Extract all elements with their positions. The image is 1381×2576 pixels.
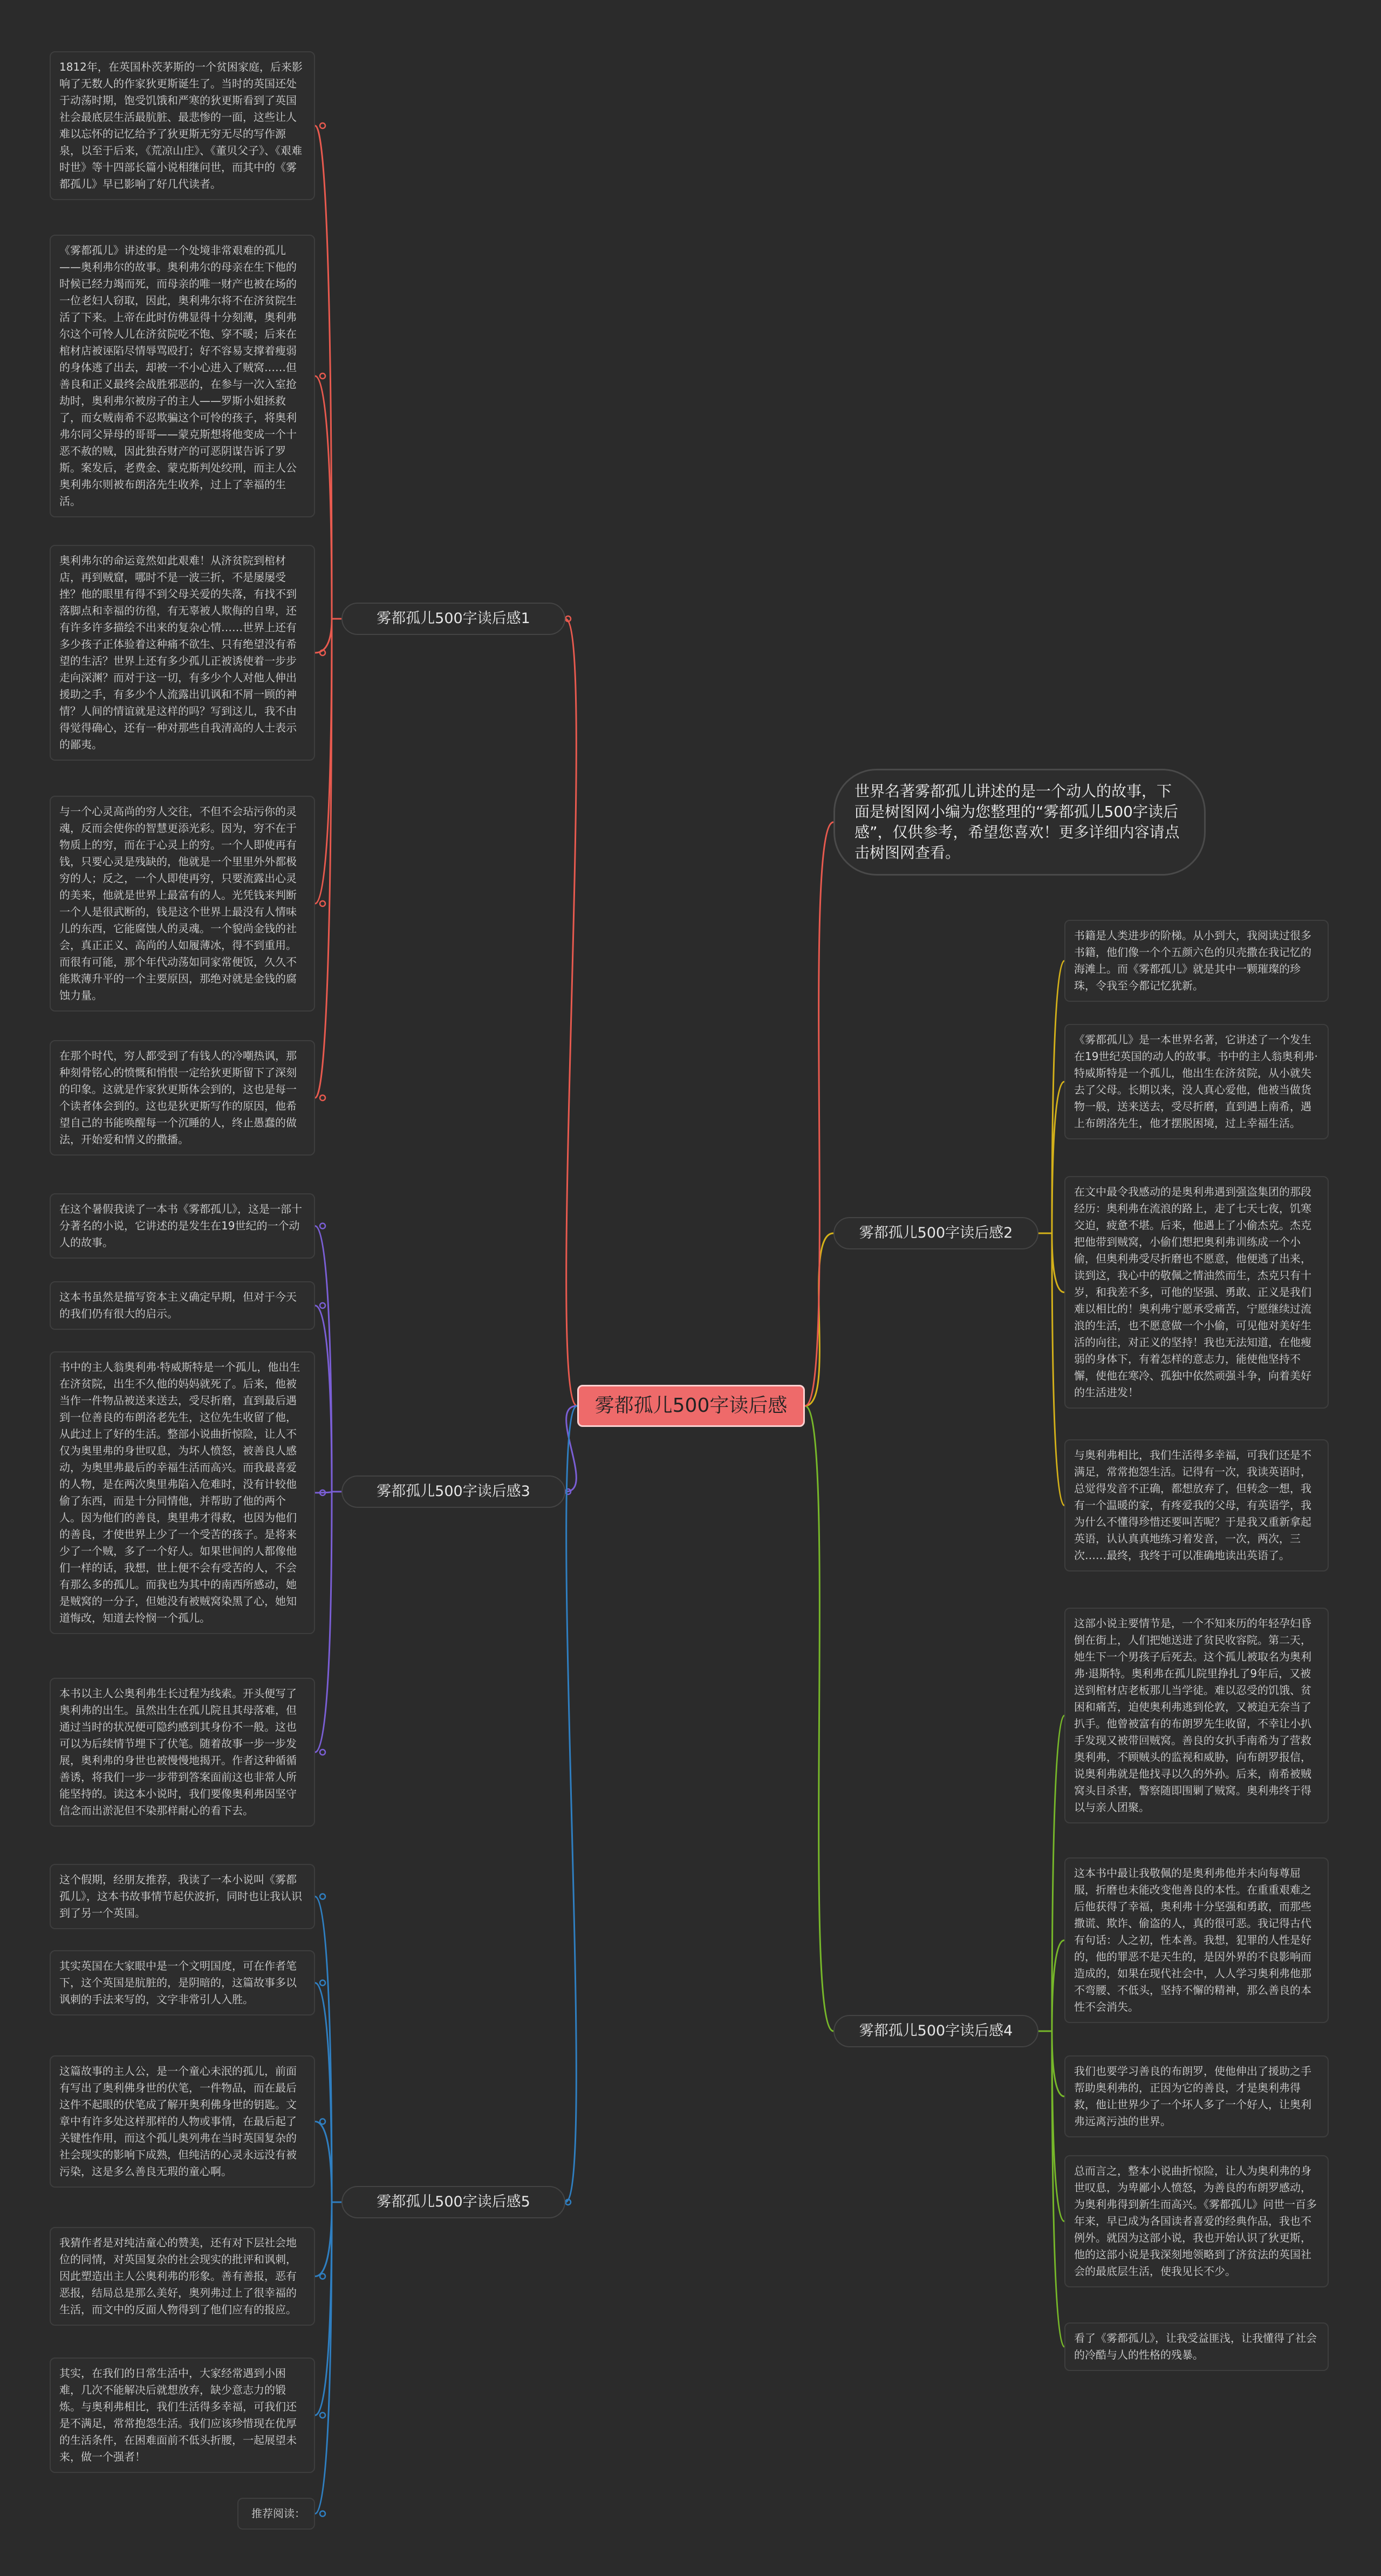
b2-leaf-connector-2 <box>1052 1082 1064 1233</box>
b5-leaf-dot-4 <box>320 2274 325 2279</box>
branch-5[interactable]: 雾都孤儿500字读后感5 <box>341 2186 565 2218</box>
b4-leaf-connector-2 <box>1052 1940 1064 2032</box>
b3-leaf-3: 书中的主人翁奥利弗·特威斯特是一个孤儿，他出生在济贫院，出生不久他的妈妈就死了。后来，他被当作一件物品被送来送去，受尽折磨，直到最后遇到一位善良的布朗洛老先生，这位先生收留了他，从此过上了好的生活。整部小说曲折惊险，让人不仅为奥里弗的身世叹息，为坏人愤怒，被善良人感动，为奥里弗最后的幸福生活而高兴。而我最喜爱的人物，是在两次奥里弗陷入危难时，没有计较他偷了东西，而是十分同情他，并帮助了他的两个人。因为他们的善良，奥里弗才得救，也因为他们的善良，才使世界上少了一个受苦的孩子。是将来少了一个贼，多了一个好人。如果世间的人都像他们一样的话，我想，世上便不会有受苦的人，不会有那么多的孤儿。而我也为其中的南西所感动，她是贼窝的一分子，但她没有被贼窝染黑了心，她知道悔改，知道去怜悯一个孤儿。 <box>50 1351 315 1634</box>
b5-leaf-4: 我猜作者是对纯洁童心的赞美，还有对下层社会地位的同情，对英国复杂的社会现实的批评和讽刺，因此塑造出主人公奥利弗的形象。善有善报，恶有恶报，结局总是那么美好，奥列弗过上了很幸福的生活，而文中的反面人物得到了他们应有的报应。 <box>50 2227 315 2326</box>
b1-leaf-1: 1812年，在英国朴茨茅斯的一个贫困家庭，后来影响了无数人的作家狄更斯诞生了。当时的英国还处于动荡时期，饱受饥饿和严寒的狄更斯看到了英国社会最底层生活最肮脏、最悲惨的一面，这些让人难以忘怀的记忆给予了狄更斯无穷无尽的写作源泉，以至于后来，《荒凉山庄》、《董贝父子》、《艰难时世》等十四部长篇小说相继问世，而其中的《雾都孤儿》早已影响了好几代读者。 <box>50 51 315 200</box>
b4-leaf-connector-5 <box>1052 2031 1064 2347</box>
b1-leaf-dot-2 <box>320 373 325 379</box>
b4-leaf-3: 我们也要学习善良的布朗罗，使他伸出了援助之手帮助奥利弗的，正因为它的善良，才是奥利弗得救，他让世界少了一个坏人多了一个好人，让奥利弗远离污浊的世界。 <box>1064 2055 1329 2137</box>
b2-leaf-1: 书籍是人类进步的阶梯。从小到大，我阅读过很多书籍，他们像一个个五颜六色的贝壳撒在我记忆的海滩上。而《雾都孤儿》就是其中一颗璀璨的珍珠，令我至今都记忆犹新。 <box>1064 920 1329 1002</box>
b2-leaf-4: 与奥利弗相比，我们生活得多幸福，可我们还是不满足，常常抱怨生活。记得有一次，我读英语时，总觉得发音不正确，都想放弃了，但转念一想，我有一个温暖的家，有疼爱我的父母，有英语学，我为什么不懂得珍惜还要叫苦呢？于是我又重新拿起英语，认认真真地练习着发音，一次，两次，三次……最终，我终于可以准确地读出英语了。 <box>1064 1439 1329 1571</box>
branch-3[interactable]: 雾都孤儿500字读后感3 <box>341 1475 565 1508</box>
b5-leaf-connector-4 <box>315 2202 332 2277</box>
b5-leaf-1: 这个假期，经朋友推荐，我读了一本小说叫《雾都孤儿》，这本书故事情节起伏波折，同时也让我认识到了另一个英国。 <box>50 1864 315 1929</box>
b4-leaf-1: 这部小说主要情节是，一个不知来历的年轻孕妇昏倒在街上，人们把她送进了贫民收容院。第二天，她生下一个男孩子后死去。这个孤儿被取名为奥利弗·退斯特。奥利弗在孤儿院里挣扎了9年后，又被送到棺材店老板那儿当学徒。难以忍受的饥饿、贫困和痛苦，迫使奥利弗逃到伦敦，又被迫无奈当了扒手。他曾被富有的布朗罗先生收留，不幸让小扒手发现又被带回贼窝。善良的女扒手南希为了营救奥利弗，不顾贼头的监视和威胁，向布朗罗报信，说奥利弗就是他找寻以久的外孙。后来，南希被贼窝头目杀害，警察随即围剿了贼窝。奥利弗终于得以与亲人团聚。 <box>1064 1608 1329 1823</box>
b2-leaf-3: 在文中最令我感动的是奥利弗遇到强盗集团的那段经历：奥利弗在流浪的路上，走了七天七夜，饥寒交迫，疲惫不堪。后来，他遇上了小偷杰克。杰克把他带到贼窝，小偷们想把奥利弗训练成一个小偷，但奥利弗受尽折磨也不愿意，他便逃了出来，读到这，我心中的敬佩之情油然而生，杰克只有十岁，和我差不多，可他的坚强、勇敢、正义是我们难以相比的！奥利弗宁愿承受痛苦，宁愿继续过流浪的生活，也不愿意做一个小偷，可见他对美好生活的向往，对正义的坚持！我也无法知道，在他瘦弱的身体下，有着怎样的意志力，能使他坚持不懈，使他在寒冷、孤独中依然顽强斗争，向着美好的生活进发！ <box>1064 1176 1329 1409</box>
b4-leaf-4: 总而言之，整本小说曲折惊险，让人为奥利弗的身世叹息，为卑鄙小人愤怒，为善良的布朗罗感动，为奥利弗得到新生而高兴。《雾都孤儿》问世一百多年来，早已成为各国读者喜爱的经典作品，我也不例外。就因为这部小说，我也开始认识了狄更斯，他的这部小说是我深刻地领略到了济贫法的英国社会的最底层生活，使我见长不少。 <box>1064 2155 1329 2287</box>
b5-leaf-2: 其实英国在大家眼中是一个文明国度，可在作者笔下，这个英国是肮脏的，是阴暗的，这篇故事多以讽刺的手法来写的，文字非常引人入胜。 <box>50 1950 315 2015</box>
intro-bubble: 世界名著雾都孤儿讲述的是一个动人的故事，下面是树图网小编为您整理的“雾都孤儿500字读后感”，仅供参考，希望您喜欢！更多详细内容请点击树图网查看。 <box>833 769 1206 876</box>
b2-leaf-2: 《雾都孤儿》是一本世界名著，它讲述了一个发生在19世纪英国的动人的故事。书中的主人翁奥利弗·特威斯特是一个孤儿，他出生在济贫院，从小就失去了父母。长期以来，没人真心爱他，他被当做货物一般，送来送去，受尽折磨，直到遇上南希，遇上布朗洛先生，他才摆脱困境，过上幸福生活。 <box>1064 1024 1329 1139</box>
b5-leaf-dot-2 <box>320 1980 325 1986</box>
b1-leaf-dot-5 <box>320 1095 325 1101</box>
branch-4[interactable]: 雾都孤儿500字读后感4 <box>833 2015 1038 2047</box>
b5-leaf-3: 这篇故事的主人公，是一个童心未泯的孤儿，前面有写出了奥利佛身世的伏笔，一件物品，而在最后这件不起眼的伏笔成了解开奥利佛身世的钥匙。文章中有许多处这样那样的人物或事情，在最后起了关键性作用，而这个孤儿奥列弗在当时英国复杂的社会现实的影响下成熟，但纯洁的心灵永远没有被污染，这是多么善良无瑕的童心啊。 <box>50 2055 315 2188</box>
b1-leaf-3: 奥利弗尔的命运竟然如此艰难！从济贫院到棺材店，再到贼窟，哪时不是一波三折，不是屡屡受挫？他的眼里有得不到父母关爱的失落，有找不到落脚点和幸福的彷徨，有无辜被人欺侮的自卑，还有许多许多描绘不出来的复杂心情……世界上还有多少孩子正体验着这种痛不欲生、只有绝望没有希望的生活？世界上还有多少孤儿正被诱使着一步步走向深渊？而对于这一切，有多少个人对他人伸出援助之手，有多少个人流露出讥讽和不屑一顾的神情？人间的情谊就是这样的吗？写到这儿，我不由得觉得确心，还有一种对那些自我清高的人士表示的鄙夷。 <box>50 545 315 761</box>
root-connector-b5 <box>565 1406 577 2202</box>
b5-leaf-dot-5 <box>320 2413 325 2418</box>
b1-leaf-connector-2 <box>315 376 332 619</box>
root-connector-b1 <box>565 619 577 1406</box>
root-topic[interactable]: 雾都孤儿500字读后感 <box>577 1385 805 1427</box>
b1-leaf-dot-1 <box>320 123 325 128</box>
b4-leaf-5: 看了《雾都孤儿》，让我受益匪浅，让我懂得了社会的冷酷与人的性格的残暴。 <box>1064 2322 1329 2371</box>
b5-leaf-connector-3 <box>315 2122 332 2203</box>
b3-leaf-4: 本书以主人公奥利弗生长过程为线索。开头便写了奥利弗的出生。虽然出生在孤儿院且其母落难，但通过当时的状况便可隐约感到其身份不一般。这也可以为后续情节埋下了伏笔。随着故事一步一步发展，奥利弗的身世也被慢慢地揭开。作者这种循循善诱，将我们一步一步带到答案面前这也非常人所能坚持的。读这本小说时，我们要像奥利弗因坚守信念而出淤泥但不染那样耐心的看下去。 <box>50 1678 315 1827</box>
b1-leaf-connector-5 <box>315 619 332 1098</box>
b3-leaf-dot-2 <box>320 1303 325 1308</box>
branch-2[interactable]: 雾都孤儿500字读后感2 <box>833 1217 1038 1249</box>
b2-leaf-connector-3 <box>1052 1233 1064 1293</box>
recommended-reading-label[interactable]: 推荐阅读： <box>237 2498 315 2530</box>
b5-leaf-dot-3 <box>320 2119 325 2124</box>
b1-leaf-dot-4 <box>320 901 325 906</box>
b3-leaf-dot-4 <box>320 1750 325 1755</box>
b1-leaf-4: 与一个心灵高尚的穷人交往，不但不会玷污你的灵魂，反而会使你的智慧更添光彩。因为，穷不在于物质上的穷，而在于心灵上的穷。一个人即使再有钱，只要心灵是残缺的，他就是一个里里外外都极穷的人；反之，一个人即使再穷，只要流露出心灵的美来，他就是世界上最富有的人。光凭钱来判断一个人是很武断的，钱是这个世界上最没有人情味儿的东西，它能腐蚀人的灵魂。一个貌尚金钱的社会，真正正义、高尚的人如履薄冰，得不到重用。而很有可能，那个年代动荡如同家常便饭，久久不能欺薄升平的一个主要原因，那绝对就是金钱的腐蚀力量。 <box>50 796 315 1012</box>
b3-leaf-1: 在这个暑假我读了一本书《雾都孤儿》，这是一部十分著名的小说，它讲述的是发生在19世纪的一个动人的故事。 <box>50 1193 315 1259</box>
b5-leaf-dot-1 <box>320 1894 325 1899</box>
b1-leaf-connector-3 <box>315 619 332 653</box>
b5-leaf-dot-6 <box>320 2511 325 2517</box>
branch-1[interactable]: 雾都孤儿500字读后感1 <box>341 603 565 635</box>
b1-leaf-5: 在那个时代，穷人都受到了有钱人的冷嘲热讽，那种刻骨铭心的愤慨和悄恨一定给狄更斯留下了深刻的印象。这就是作家狄更斯体会到的，这也是每一个读者体会到的。这也是狄更斯写作的原因，他希望自己的书能唤醒每一个沉睡的人，终止愚蠢的做法，开始爱和情义的撒播。 <box>50 1040 315 1156</box>
b3-leaf-connector-1 <box>315 1226 332 1492</box>
b3-leaf-connector-3 <box>315 1492 332 1493</box>
b3-leaf-connector-4 <box>315 1492 332 1752</box>
b3-leaf-dot-1 <box>320 1224 325 1229</box>
b4-leaf-2: 这本书中最让我敬佩的是奥利弗他并未向每尊屈服，折磨也未能改变他善良的本性。在重重艰难之后他获得了幸福，奥利弗十分坚强和勇敢，而那些撒谎、欺诈、偷盗的人，真的很可恶。我记得古代有句话：人之初，性本善。我想，犯罪的人性是好的，他的罪恶不是天生的，是因外界的不良影响而造成的，如果在现代社会中，人人学习奥利弗他那不弯腰、不低头，坚持不懈的精神，那么善良的本性不会消失。 <box>1064 1857 1329 2023</box>
b4-leaf-connector-3 <box>1052 2031 1064 2096</box>
b1-leaf-2: 《雾都孤儿》讲述的是一个处境非常艰难的孤儿——奥利弗尔的故事。奥利弗尔的母亲在生下他的时候已经力竭而死，而母亲的唯一财产也被在场的一位老妇人窃取，因此，奥利弗尔将不在济贫院生活了下来。上帝在此时仿佛显得十分刻薄，奥利弗尔这个可怜人儿在济贫院吃不饱、穿不暖；后来在棺材店被诬陷尽情辱骂殴打；好不容易支撑着瘦弱的身体逃了出去，却被一不小心进入了贼窝……但善良和正义最终会战胜邪恶的，在参与一次入室抢劫时，奥利弗尔被房子的主人——罗斯小姐拯救了，而女贼南希不忍欺骗这个可怜的孩子，将奥利弗尔同父异母的哥哥——蒙克斯想将他变成一个十恶不赦的贼，因此独吞财产的可恶阴谋告诉了罗斯。案发后，老费金、蒙克斯判处绞刑，而主人公奥利弗尔则被布朗洛先生收养，过上了幸福的生活。 <box>50 235 315 517</box>
b1-leaf-connector-1 <box>315 126 332 619</box>
b5-leaf-5: 其实，在我们的日常生活中，大家经常遇到小困难，几次不能解决后就想放弃，缺少意志力的锻炼。与奥利弗相比，我们生活得多幸福，可我们还是不满足，常常抱怨生活。我们应该珍惜现在优厚的生活条件，在困难面前不低头折腰，一起展望未来，做一个强者！ <box>50 2358 315 2473</box>
b1-leaf-connector-4 <box>315 619 332 904</box>
root-connector-b4 <box>805 1406 833 2031</box>
b3-leaf-2: 这本书虽然是描写资本主义确定早期，但对于今天的我们仍有很大的启示。 <box>50 1281 315 1330</box>
